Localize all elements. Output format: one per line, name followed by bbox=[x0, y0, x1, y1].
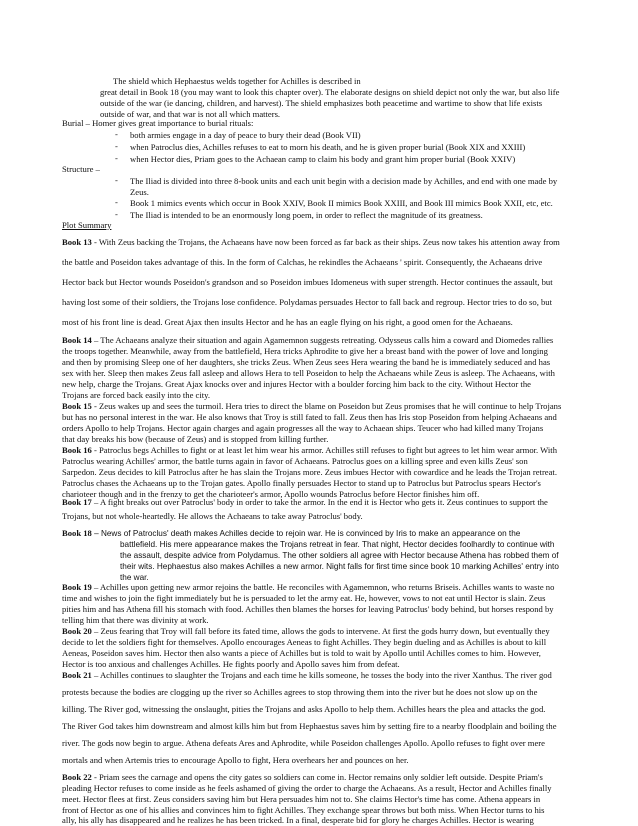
book18-line: the assault, despite advice from Polydamus. The other soldiers all agree with Hector because Athena has robbed them of bbox=[120, 551, 559, 560]
book19-line bbox=[62, 582, 554, 593]
book15-line bbox=[62, 401, 561, 412]
book15-line: orders Apollo to help Trojans. Hector again charges and again progresses all the way to Achaean ships. Teucer who had killed many Trojans bbox=[62, 423, 544, 433]
book21-label: Book 21 bbox=[62, 670, 92, 680]
book18-line bbox=[62, 528, 520, 539]
structure-item: The Iliad is divided into three 8-book units and each unit begin with a decision made by Achilles, and end with one made by bbox=[130, 176, 558, 186]
book17-label: Book 17 bbox=[62, 497, 92, 507]
book18-line: their wits. Hephaestus also makes Achilles a new armor. Night falls for first time since book 10 marking Achilles' entry into bbox=[120, 562, 559, 571]
book22-line: meet. Hector flees at first. Zeus considers saving him but Hera persuades him not to. She claims Hector's time has come. Athena appears in bbox=[62, 794, 541, 804]
burial-item: when Hector dies, Priam goes to the Achaean camp to claim his body and grant him proper burial (Book XXIV) bbox=[130, 154, 516, 164]
book19-line: time and wishes to join the fight immediately but he is persuaded to let the army eat. He, however, vows to not eat until Hector is slain. Zeus bbox=[62, 593, 546, 603]
book22-line: front of Hector as one of his allies and convinces him to fight Achilles. They exchange spear throws but both miss. When Hector turns to his bbox=[62, 805, 545, 815]
shield-line-1: The shield which Hephaestus welds together for Achilles is described in bbox=[113, 76, 361, 86]
book16-line: charioteer though and in the frenzy to get the charioteer's armor, Apollo wounds Patroclus before Hector finishes him off. bbox=[62, 489, 480, 499]
book16-line bbox=[62, 445, 557, 456]
book19-line: telling him that there was divinity at work. bbox=[62, 615, 209, 625]
book16-line: Sarpedon. Zeus decides to kill Patroclus after he has slain the Trojans more. Zeus imbues Hector with cowardice and he leads the Trojan retreat. bbox=[62, 467, 557, 477]
bullet-dash: - bbox=[115, 209, 118, 219]
shield-line-3: outside of the war (ie dancing, children, and harvest). The shield emphasizes both peacetime and wartime to show that life exists bbox=[100, 98, 543, 108]
book22-line: ally, his ally has disappeared and he realizes he has been tricked. In a final, desperate bid for glory he charges Achilles. Hector is wearing bbox=[62, 815, 534, 825]
shield-line-2: great detail in Book 18 (you may want to look this chapter over). The elaborate designs on shield depict not only the war, but also life bbox=[100, 87, 560, 97]
book22-label: Book 22 bbox=[62, 772, 92, 782]
book21-line: killing. The River god, witnessing the onslaught, pities the Trojans and asks Apollo to help them. Achilles hears the plea and attacks the god. bbox=[62, 704, 546, 714]
book20-line bbox=[62, 626, 550, 637]
book21-line: mortals and when Artemis tries to encourage Apollo to fight, Hera overhears her and pounces on her. bbox=[62, 755, 409, 765]
burial-item: both armies engage in a day of peace to bury their dead (Book VII) bbox=[130, 130, 361, 140]
book18-line: battlefield. His mere appearance makes the Trojans retreat in fear. That night, Hector decides foolhardly to continue with bbox=[120, 540, 555, 549]
book21-line: river. The gods now begin to argue. Athena defeats Ares and Aphrodite, while Poseidon challenges Apollo. Apollo refuses to fight over mere bbox=[62, 738, 545, 748]
book16-text: - Patroclus begs Achilles to fight or at least let him wear his armor. Achilles still refuses to fight but agrees to let him wear armor. With bbox=[91, 445, 557, 455]
book18-text: – News of Patroclus' death makes Achilles decide to rejoin war. He is convinced by Iris to make an appearance on the bbox=[91, 529, 521, 538]
burial-heading: Burial – Homer gives great importance to burial rituals: bbox=[62, 118, 254, 128]
book14-label: Book 14 bbox=[62, 335, 92, 345]
book21-line: protests because the bodies are clogging up the river so Achilles agrees to stop throwing them into the river but he does not slow up on the bbox=[62, 687, 538, 697]
book16-label: Book 16 bbox=[62, 445, 92, 455]
book17-text: – A fight breaks out over Patroclus' body in order to take the armor. In the end it is Hector who gets it. Zeus continues to support the bbox=[91, 497, 548, 507]
bullet-dash: - bbox=[115, 153, 118, 163]
book15-label: Book 15 bbox=[62, 401, 92, 411]
plot-summary-heading: Plot Summary bbox=[62, 220, 112, 230]
book13-line: having lost some of their soldiers, the Trojans lose confidence. Polydamas persuades Hector to fall back and regroup. Hector tries to do so, but bbox=[62, 297, 552, 307]
book21-line bbox=[62, 670, 552, 681]
structure-item: The Iliad is intended to be an enormously long poem, in order to reflect the magnitude of its greatness. bbox=[130, 210, 483, 220]
book14-line: new help, charge the Trojans. Great Ajax knocks over and injures Hector with a boulder forcing him back to the city. Without Hector the bbox=[62, 379, 531, 389]
book14-line: Trojans are forced back easily into the city. bbox=[62, 390, 211, 400]
book14-line: sex with her. Sleep then makes Zeus fall asleep and allows Hera to tell Poseidon to help the Achaeans while Zeus is asleep. The Achaeans, with bbox=[62, 368, 555, 378]
book15-line: that day breaks his bow (because of Zeus) and is stopped from killing further. bbox=[62, 434, 329, 444]
book13-line: most of his front line is dead. Great Ajax then insults Hector and he has an eagle flying on his right, a good omen for the Achaeans. bbox=[62, 317, 513, 327]
book16-line: Patroclus chases the Achaeans up to the Trojan gates. Apollo finally persuades Hector to stand up to Patroclus but Patroclus spears Hector's bbox=[62, 478, 541, 488]
book20-line: Aeneas, Poseidon saves him. Hector then also wants a piece of Achilles but is told to wait by Apollo until Achilles comes to him. However, bbox=[62, 648, 541, 658]
shield-line-4: outside of war, and that war is not all which matters. bbox=[100, 109, 281, 119]
bullet-dash: - bbox=[115, 197, 118, 207]
book15-text: - Zeus wakes up and sees the turmoil. Hera tries to direct the blame on Poseidon but Zeus promises that he will continue to help Trojans bbox=[91, 401, 562, 411]
book19-label: Book 19 bbox=[62, 582, 92, 592]
book21-text: – Achilles continues to slaughter the Trojans and each time he kills someone, he tosses the body into the river Xanthus. The river god bbox=[91, 670, 552, 680]
book17-line bbox=[62, 497, 548, 508]
structure-item: Book 1 mimics events which occur in Book XXIV, Book II mimics Book XXIII, and Book III mimics Book XXII, etc, etc. bbox=[130, 198, 553, 208]
book14-text: – The Achaeans analyze their situation and again Agamemnon suggests retreating. Odysseus calls him a coward and Diomedes rallies bbox=[91, 335, 554, 345]
book14-line: the troops together. Meanwhile, away from the battlefield, Hera tricks Aphrodite to give her a breast band with the power of love and longing bbox=[62, 346, 548, 356]
book13-line: the battle and Poseidon takes advantage of this. In the form of Calchas, he rekindles the Achaeans ' spirit. Consequently, the Achaeans drive bbox=[62, 257, 543, 267]
structure-heading: Structure – bbox=[62, 164, 100, 174]
book20-text: – Zeus fearing that Troy will fall before its fated time, allows the gods to intervene. At first the gods hurry down, but eventually they bbox=[91, 626, 550, 636]
book18-line: the war. bbox=[120, 573, 149, 582]
structure-item-cont: Zeus. bbox=[130, 187, 149, 197]
book13-line bbox=[62, 237, 560, 248]
book13-line: Hector back but Hector wounds Poseidon's grandson and so Poseidon imbues Idomeneus with super strength. Hector continues the assault, but bbox=[62, 277, 553, 287]
book18-label: Book 18 bbox=[62, 528, 92, 538]
book22-line: pleading Hector refuses to come inside as he feels ashamed of giving the order to charge the Achaeans. As a result, Hector and Achilles finally bbox=[62, 783, 552, 793]
bullet-dash: - bbox=[115, 129, 118, 139]
book13-text: - With Zeus backing the Trojans, the Achaeans have now been forced as far back as their ships. Zeus now takes his attention away from bbox=[91, 237, 560, 247]
burial-item: when Patroclus dies, Achilles refuses to eat to morn his death, and he is given proper burial (Book XIX and XXIII) bbox=[130, 142, 526, 152]
book19-text: – Achilles upon getting new armor rejoins the battle. He reconciles with Agamemnon, who returns Briseis. Achilles wants to waste no bbox=[91, 582, 555, 592]
book14-line bbox=[62, 335, 553, 346]
book16-line: Patroclus wearing Achilles' armor, the battle turns again in favor of Achaeans. Patroclus goes on a killing spree and even kills Zeus' son bbox=[62, 456, 528, 466]
book21-line: The River God takes him downstream and almost kills him but from Hephaestus saves him by setting fire to a nearby floodplain and boiling the bbox=[62, 721, 557, 731]
book19-line: pities him and has Athena fill his stomach with food. Achilles then blames the horses for leaving Patroclus' body behind, but horses respond by bbox=[62, 604, 554, 614]
bullet-dash: - bbox=[115, 175, 118, 185]
book22-line bbox=[62, 772, 543, 783]
book22-text: - Priam sees the carnage and opens the city gates so soldiers can come in. Hector remains only soldier left outside. Despite Priam's bbox=[91, 772, 543, 782]
book17-line: Trojans, but not whole-heartedly. He allows the Achaeans to take away Patroclus' body. bbox=[62, 511, 363, 521]
bullet-dash: - bbox=[115, 141, 118, 151]
book14-line: and then by promising Sleep one of her daughters, she tricks Zeus. When Zeus sees Hera wearing the band he is immediately seduced and has bbox=[62, 357, 551, 367]
book20-line: decide to let the soldiers fight for themselves. Apollo encourages Aeneas to fight Achilles. They begin dueling and as Achilles is about to kill bbox=[62, 637, 547, 647]
book15-line: but has no personal interest in the war. He also knows that Troy is still fated to fall. Zeus then has Iris stop Poseidon from helping Achaeans and bbox=[62, 412, 557, 422]
book13-label: Book 13 bbox=[62, 237, 92, 247]
book20-label: Book 20 bbox=[62, 626, 92, 636]
book20-line: Hector is too anxious and challenges Achilles. He fights poorly and Apollo saves him from defeat. bbox=[62, 659, 400, 669]
